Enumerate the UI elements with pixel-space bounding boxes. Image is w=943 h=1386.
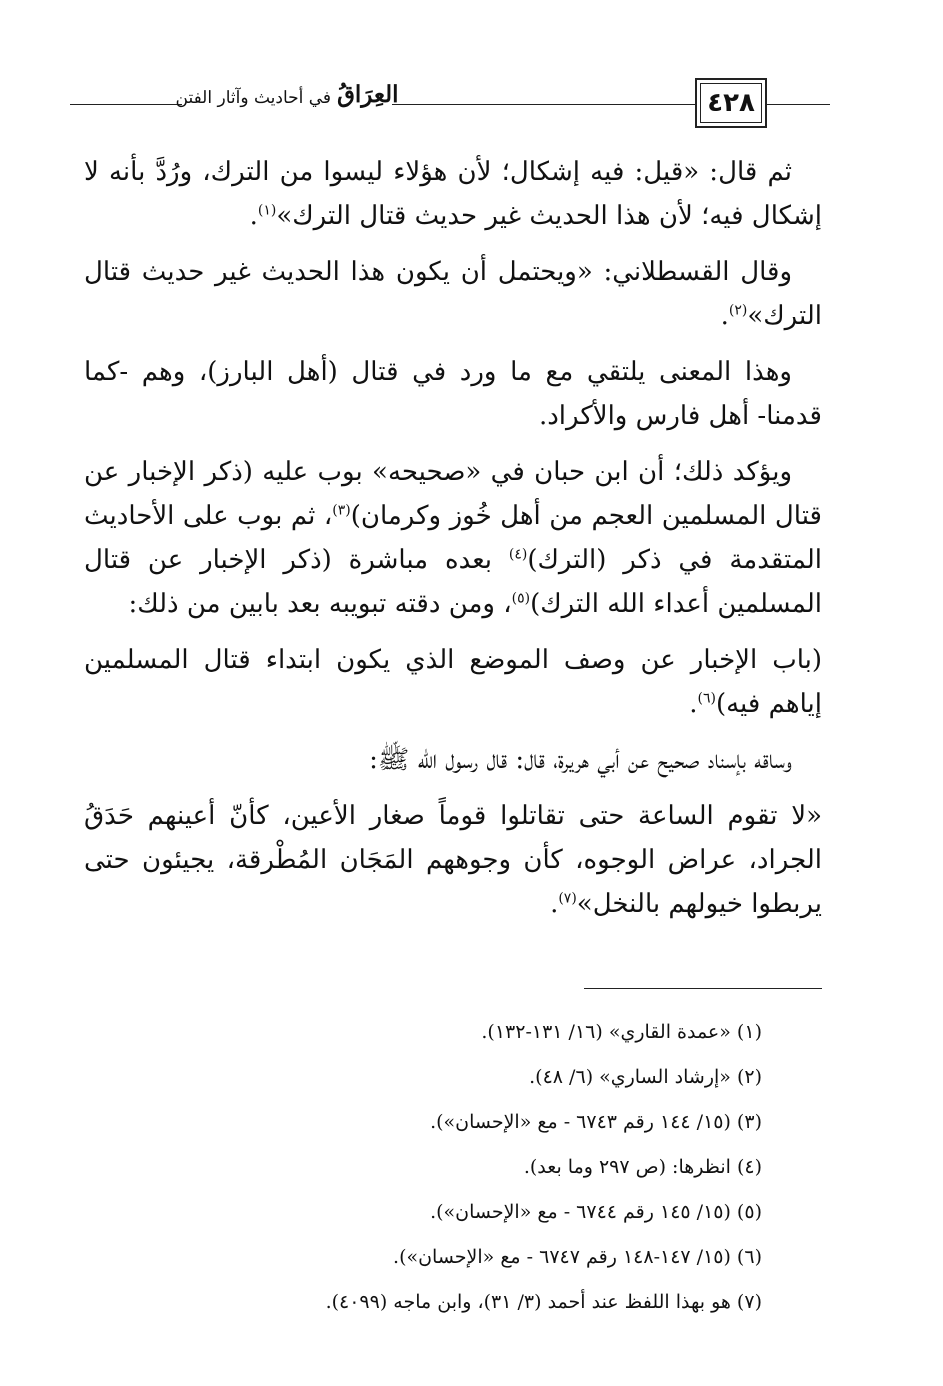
paragraph-text: ويؤكد ذلك؛ أن ابن حبان في «صحيحه» بوب عليه (ذكر الإخبار عن قتال المسلمين العجم من أهل خُوز وكرمان) bbox=[84, 457, 822, 531]
paragraph bbox=[84, 250, 822, 338]
page-number-box bbox=[695, 78, 767, 128]
footnote: (٦) (١٥/ ١٤٧-١٤٨ رقم ٦٧٤٧ - مع «الإحسان»). bbox=[393, 1246, 762, 1268]
paragraph bbox=[84, 738, 822, 782]
footnote-ref: (٢) bbox=[728, 302, 748, 319]
paragraph-end: . bbox=[689, 689, 698, 719]
footnote: (٢) «إرشاد الساري» (٦/ ٤٨). bbox=[529, 1066, 762, 1088]
body-text bbox=[84, 150, 822, 938]
header-rule bbox=[767, 104, 830, 105]
footnote-ref: (٧) bbox=[558, 890, 577, 907]
paragraph bbox=[84, 638, 822, 726]
paragraph-text: ثم قال: «قيل: فيه إشكال؛ لأن هؤلاء ليسوا من الترك، ورُدَّ بأنه لا إشكال فيه؛ لأن هذا الحديث غير حديث قتال الترك» bbox=[84, 157, 822, 231]
paragraph-end: . bbox=[720, 301, 729, 331]
paragraph-text: ، ثم بوب على الأحاديث المتقدمة في ذكر (الترك) bbox=[84, 501, 823, 575]
running-title bbox=[175, 74, 399, 108]
footnote: (١) «عمدة القاري» (١٦/ ١٣١-١٣٢). bbox=[481, 1021, 762, 1043]
page-header bbox=[70, 70, 830, 132]
paragraph-text: «لا تقوم الساعة حتى تقاتلوا قوماً صغار الأعين، كأنّ أعينهم حَدَقُ الجراد، عراض الوجوه، كأن وجوههم المَجَان المُطْرقة، يجيئون حتى يربطوا خيولهم بالنخل» bbox=[84, 801, 822, 919]
paragraph-end: . bbox=[249, 201, 258, 231]
page-number: ٤٢٨ bbox=[707, 88, 755, 118]
footnote-ref: (٤) bbox=[508, 546, 528, 563]
footnote-separator bbox=[584, 988, 822, 989]
footnote-ref: (٥) bbox=[511, 590, 531, 607]
paragraph bbox=[84, 150, 822, 238]
paragraph bbox=[84, 350, 822, 438]
footnote: (٤) انظرها: (ص ٢٩٧ وما بعد). bbox=[523, 1156, 762, 1178]
footnote: (٧) هو بهذا اللفظ عند أحمد (٣/ ٣١)، وابن ماجه (٤٠٩٩). bbox=[325, 1291, 762, 1313]
footnote-ref: (١) bbox=[257, 202, 277, 219]
paragraph-end: . bbox=[550, 889, 559, 919]
running-title-main: العِرَاقُ bbox=[337, 81, 399, 108]
paragraph-text: وهذا المعنى يلتقي مع ما ورد في قتال (أهل البارز)، وهم -كما قدمنا- أهل فارس والأكراد. bbox=[84, 357, 822, 431]
paragraph-text: وساقه بإسناد صحيح عن أبي هريرة، قال: قال رسول الله ﷺ: bbox=[369, 745, 792, 775]
paragraph bbox=[84, 450, 822, 626]
paragraph bbox=[84, 794, 822, 926]
footnote-ref: (٦) bbox=[697, 690, 716, 707]
paragraph-text: (باب الإخبار عن وصف الموضع الذي يكون ابتداء قتال المسلمين إياهم فيه) bbox=[84, 645, 822, 719]
footnote-ref: (٣) bbox=[332, 502, 351, 519]
footnotes bbox=[200, 1010, 762, 1325]
footnote: (٣) (١٥/ ١٤٤ رقم ٦٧٤٣ - مع «الإحسان»). bbox=[430, 1111, 762, 1133]
footnote: (٥) (١٥/ ١٤٥ رقم ٦٧٤٤ - مع «الإحسان»). bbox=[430, 1201, 762, 1223]
running-title-rest: في أحاديث وآثار الفتن bbox=[175, 88, 332, 108]
paragraph-text: وقال القسطلاني: «ويحتمل أن يكون هذا الحديث غير حديث قتال الترك» bbox=[84, 257, 822, 331]
paragraph-end: ، ومن دقته تبويبه بعد بابين من ذلك: bbox=[128, 589, 512, 619]
paragraph-text: بعده مباشرة (ذكر الإخبار عن قتال المسلمين أعداء الله الترك) bbox=[84, 545, 822, 619]
